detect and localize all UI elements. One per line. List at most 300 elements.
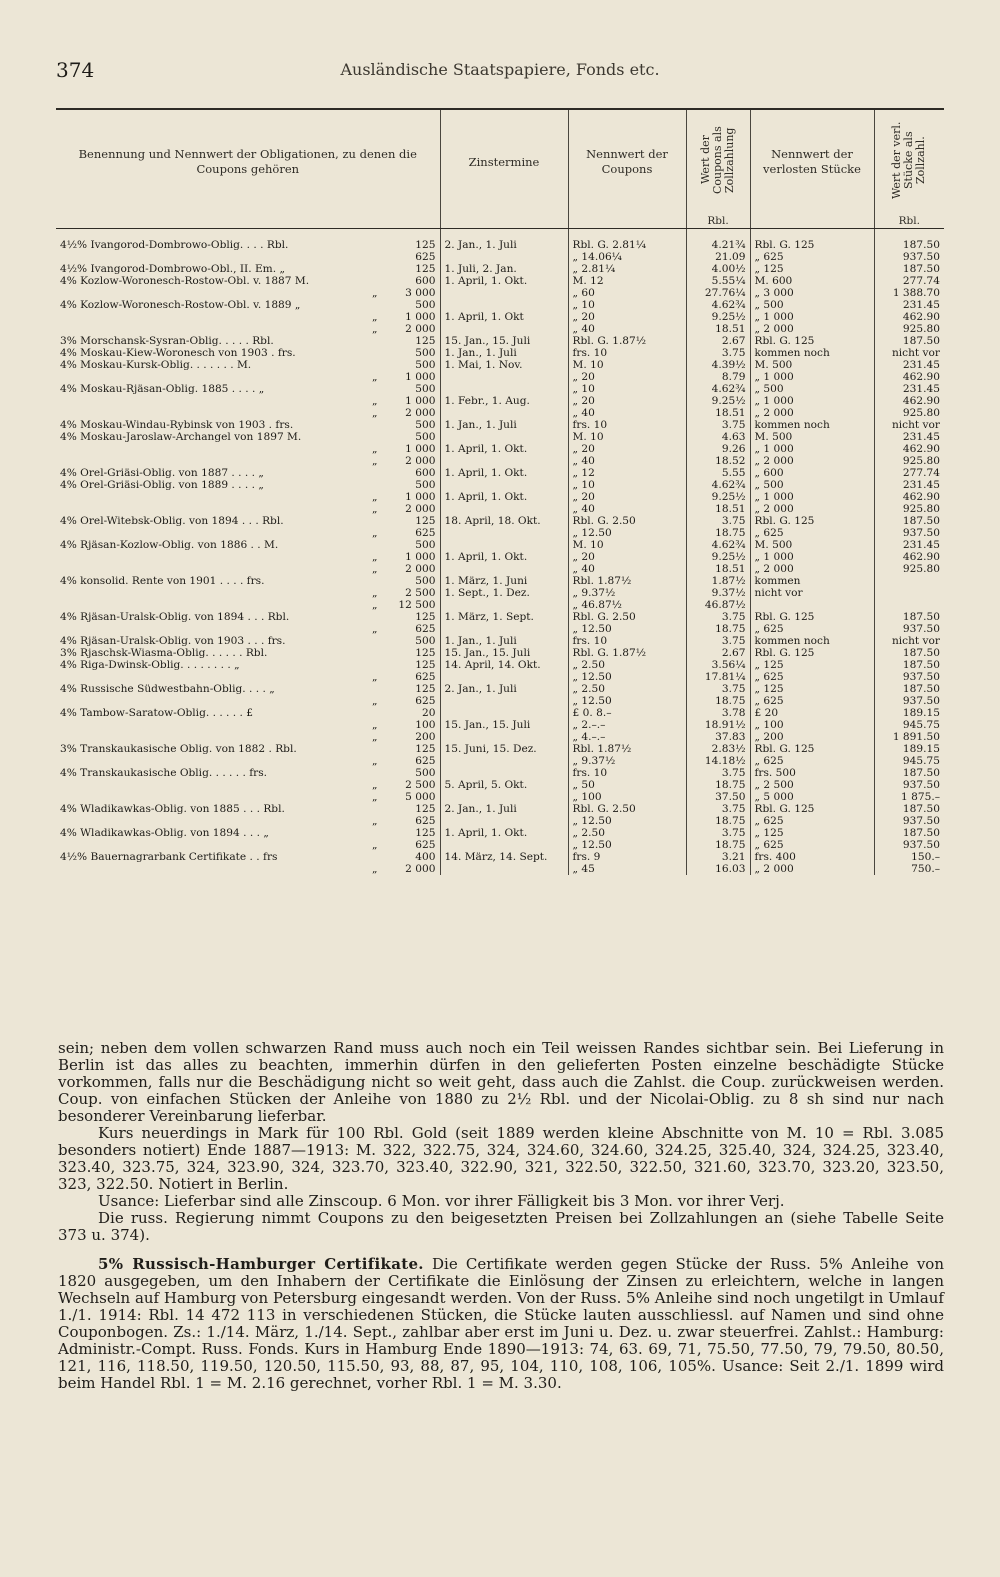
bond-name: „ xyxy=(372,527,378,539)
bond-cell xyxy=(56,515,440,527)
bond-cell xyxy=(56,659,440,671)
bond-name: „ xyxy=(372,323,378,335)
bond-cell xyxy=(56,419,440,431)
table-row xyxy=(56,719,944,731)
bond-nominal: 125 xyxy=(415,659,436,671)
bond-name: „ xyxy=(372,371,378,383)
interest-dates-cell xyxy=(440,503,568,515)
bond-cell xyxy=(56,479,440,491)
interest-dates-cell xyxy=(440,407,568,419)
bond-cell xyxy=(56,251,440,263)
drawn-nominal-cell: „ 625 xyxy=(750,695,874,707)
drawn-nominal-cell: „ 600 xyxy=(750,467,874,479)
bond-cell xyxy=(56,383,440,395)
drawn-value-cell xyxy=(874,575,944,587)
coupon-nominal-cell: „ 20 xyxy=(568,371,686,383)
drawn-value-cell: nicht vor xyxy=(874,347,944,359)
interest-dates-cell: 1. Jan., 1. Juli xyxy=(440,347,568,359)
drawn-value-cell: nicht vor xyxy=(874,419,944,431)
bond-name: 4% Tambow-Saratow-Oblig. . . . . . £ xyxy=(60,707,253,719)
drawn-value-cell: 231.45 xyxy=(874,539,944,551)
coupon-value-cell: 2.83½ xyxy=(686,743,750,755)
interest-dates-cell xyxy=(440,767,568,779)
interest-dates-cell: 15. Jan., 15. Juli xyxy=(440,647,568,659)
coupon-value-cell: 4.62¾ xyxy=(686,539,750,551)
drawn-nominal-cell: „ 625 xyxy=(750,623,874,635)
bond-cell xyxy=(56,827,440,839)
coupon-value-cell: 4.39½ xyxy=(686,359,750,371)
drawn-value-cell: 925.80 xyxy=(874,455,944,467)
drawn-value-cell: nicht vor xyxy=(874,635,944,647)
bond-cell xyxy=(56,467,440,479)
bond-cell xyxy=(56,455,440,467)
bond-cell xyxy=(56,551,440,563)
coupon-value-cell: 37.50 xyxy=(686,791,750,803)
coupon-value-cell: 3.56¼ xyxy=(686,659,750,671)
bond-nominal: 2 500 xyxy=(405,779,436,791)
bond-name: „ xyxy=(372,503,378,515)
coupon-value-cell: 18.51 xyxy=(686,563,750,575)
drawn-value-cell: 1 388.70 xyxy=(874,287,944,299)
bond-cell xyxy=(56,587,440,599)
bond-name: 4% Riga-Dwinsk-Oblig. . . . . . . . „ xyxy=(60,659,240,671)
unit-cell xyxy=(56,214,440,229)
col-header-nennwert-verlost: Nennwert der verlosten Stücke xyxy=(750,109,874,214)
drawn-value-cell: 925.80 xyxy=(874,323,944,335)
table-row xyxy=(56,659,944,671)
drawn-value-cell: 945.75 xyxy=(874,755,944,767)
coupon-nominal-cell: M. 10 xyxy=(568,539,686,551)
drawn-value-cell: 187.50 xyxy=(874,647,944,659)
bond-name: „ xyxy=(372,443,378,455)
bond-cell xyxy=(56,359,440,371)
coupon-value-cell: 9.26 xyxy=(686,443,750,455)
bond-nominal: 1 000 xyxy=(405,311,436,323)
bond-cell xyxy=(56,815,440,827)
coupon-value-cell: 9.25½ xyxy=(686,395,750,407)
coupon-nominal-cell: frs. 10 xyxy=(568,419,686,431)
coupon-nominal-cell: frs. 10 xyxy=(568,347,686,359)
paragraph: Die russ. Regierung nimmt Coupons zu den beigesetzten Preisen bei Zollzahlungen an (siehe Tabelle Seite 373 u. 374). xyxy=(58,1209,944,1244)
bond-nominal: 625 xyxy=(415,839,436,851)
interest-dates-cell xyxy=(440,287,568,299)
drawn-nominal-cell: kommen noch xyxy=(750,635,874,647)
bond-cell xyxy=(56,299,440,311)
bond-nominal: 2 000 xyxy=(405,455,436,467)
bond-cell xyxy=(56,323,440,335)
coupon-value-cell: 16.03 xyxy=(686,863,750,875)
coupon-nominal-cell: „ 12.50 xyxy=(568,839,686,851)
table-row xyxy=(56,359,944,371)
coupon-value-cell: 2.67 xyxy=(686,335,750,347)
bond-cell xyxy=(56,407,440,419)
bond-nominal: 125 xyxy=(415,683,436,695)
table-row xyxy=(56,839,944,851)
drawn-value-cell: 231.45 xyxy=(874,299,944,311)
interest-dates-cell: 1. April, 1. Okt. xyxy=(440,491,568,503)
drawn-value-cell: 231.45 xyxy=(874,383,944,395)
drawn-value-cell: 187.50 xyxy=(874,611,944,623)
bond-nominal: 125 xyxy=(415,263,436,275)
coupon-value-cell: 17.81¼ xyxy=(686,671,750,683)
drawn-value-cell: 937.50 xyxy=(874,251,944,263)
interest-dates-cell: 1. April, 1. Okt. xyxy=(440,827,568,839)
drawn-nominal-cell: Rbl. G. 125 xyxy=(750,335,874,347)
drawn-value-cell: 189.15 xyxy=(874,707,944,719)
table-row xyxy=(56,407,944,419)
coupon-nominal-cell: „ 10 xyxy=(568,383,686,395)
bond-nominal: 625 xyxy=(415,527,436,539)
interest-dates-cell xyxy=(440,755,568,767)
drawn-nominal-cell: „ 1 000 xyxy=(750,443,874,455)
interest-dates-cell xyxy=(440,791,568,803)
interest-dates-cell xyxy=(440,863,568,875)
drawn-value-cell: 937.50 xyxy=(874,779,944,791)
bond-nominal: 125 xyxy=(415,647,436,659)
drawn-value-cell: 925.80 xyxy=(874,407,944,419)
drawn-value-cell: 945.75 xyxy=(874,719,944,731)
drawn-value-cell: 462.90 xyxy=(874,491,944,503)
bond-cell xyxy=(56,707,440,719)
drawn-value-cell: 937.50 xyxy=(874,839,944,851)
section-text: Die Certifikate werden gegen Stücke der Russ. 5% Anleihe von 1820 ausgegeben, um den Inhabern der Certifikate die Einlösung der Zinsen zu erleichtern, welche in langen Wechseln auf Hamburg von Petersburg eingesandt werden. Von der Russ. 5% Anleihe sind noch ungetilgt in Umlauf 1./1. 1914: Rbl. 14 472 113 in verschiedenen Stücken, die Stücke lauten ausschliessl. auf Namen und sind ohne Couponbogen. Zs.: 1./14. März, 1./14. Sept., zahlbar aber erst im Juni u. Dez. u. zwar steuerfrei. Zahlst.: Hamburg: Administr.-Compt. Russ. Fonds. Kurs in Hamburg Ende 1890—1913: 74, 63. 69, 71, 75.50, 77.50, 79, 79.50, 80.50, 121, 116, 118.50, 119.50, 120.50, 115.50, 93, 88, 87, 95, 104, 110, 108, 106, 105%. Usance: Seit 2./1. 1899 wird beim Handel Rbl. 1 = M. 2.16 gerechnet, vorher Rbl. 1 = M. 3.30. xyxy=(58,1255,944,1392)
unit-cell-rbl: Rbl. xyxy=(874,214,944,229)
bond-nominal: 100 xyxy=(415,719,436,731)
bond-nominal: 2 000 xyxy=(405,863,436,875)
bond-name: 4½% Ivangorod-Dombrowo-Obl., II. Em. „ xyxy=(60,263,285,275)
drawn-value-cell: 462.90 xyxy=(874,371,944,383)
bond-cell xyxy=(56,503,440,515)
drawn-nominal-cell: „ 625 xyxy=(750,815,874,827)
interest-dates-cell xyxy=(440,455,568,467)
drawn-value-cell: 187.50 xyxy=(874,335,944,347)
coupon-nominal-cell: „ 14.06¼ xyxy=(568,251,686,263)
table-row xyxy=(56,587,944,599)
coupon-value-cell: 18.75 xyxy=(686,779,750,791)
bond-nominal: 2 000 xyxy=(405,323,436,335)
bond-cell xyxy=(56,755,440,767)
drawn-value-cell: 462.90 xyxy=(874,443,944,455)
drawn-value-cell: 187.50 xyxy=(874,767,944,779)
bond-nominal: 625 xyxy=(415,755,436,767)
bond-name: „ xyxy=(372,623,378,635)
coupon-nominal-cell: „ 40 xyxy=(568,455,686,467)
col-header-wert-verlost: Wert der verl. Stücke als Zollzahl. xyxy=(874,109,944,214)
bond-nominal: 2 000 xyxy=(405,503,436,515)
bond-name: „ xyxy=(372,839,378,851)
bond-cell xyxy=(56,527,440,539)
bond-name: 3% Morschansk-Sysran-Oblig. . . . . Rbl. xyxy=(60,335,274,347)
drawn-nominal-cell: „ 100 xyxy=(750,719,874,731)
coupon-value-cell: 4.21¾ xyxy=(686,239,750,251)
bond-name: „ xyxy=(372,563,378,575)
drawn-nominal-cell: „ 500 xyxy=(750,383,874,395)
bond-name: 4½% Ivangorod-Dombrowo-Oblig. . . . Rbl. xyxy=(60,239,289,251)
table-row xyxy=(56,743,944,755)
coupon-value-cell: 4.62¾ xyxy=(686,299,750,311)
drawn-nominal-cell: „ 500 xyxy=(750,479,874,491)
interest-dates-cell xyxy=(440,623,568,635)
table-row xyxy=(56,731,944,743)
coupon-nominal-cell: Rbl. G. 2.81¼ xyxy=(568,239,686,251)
bond-nominal: 600 xyxy=(415,275,436,287)
bond-nominal: 125 xyxy=(415,335,436,347)
bond-nominal: 400 xyxy=(415,851,436,863)
bond-cell xyxy=(56,623,440,635)
coupon-value-cell: 18.91½ xyxy=(686,719,750,731)
bond-nominal: 500 xyxy=(415,479,436,491)
drawn-value-cell: 187.50 xyxy=(874,239,944,251)
bond-name: „ xyxy=(372,395,378,407)
coupon-nominal-cell: Rbl. G. 2.50 xyxy=(568,803,686,815)
coupon-value-cell: 3.75 xyxy=(686,419,750,431)
interest-dates-cell xyxy=(440,539,568,551)
bond-nominal: 125 xyxy=(415,743,436,755)
bond-name: „ xyxy=(372,491,378,503)
drawn-nominal-cell: kommen xyxy=(750,575,874,587)
bond-name: 4% Moskau-Kiew-Woronesch von 1903 . frs. xyxy=(60,347,296,359)
interest-dates-cell: 1. April, 1. Okt. xyxy=(440,275,568,287)
table-row xyxy=(56,539,944,551)
section-title: 5% Russisch-Hamburger Certifikate. xyxy=(98,1255,424,1273)
table-row xyxy=(56,803,944,815)
unit-cell xyxy=(440,214,568,229)
interest-dates-cell: 1. April, 1. Okt. xyxy=(440,443,568,455)
coupon-nominal-cell: „ 40 xyxy=(568,407,686,419)
table-row xyxy=(56,311,944,323)
coupon-value-cell: 18.52 xyxy=(686,455,750,467)
coupon-value-cell: 18.75 xyxy=(686,815,750,827)
section-paragraph xyxy=(58,1256,944,1392)
bond-cell xyxy=(56,539,440,551)
table-row xyxy=(56,563,944,575)
body-text xyxy=(58,1040,944,1392)
coupon-value-cell: 9.25½ xyxy=(686,491,750,503)
bond-nominal: 625 xyxy=(415,815,436,827)
bond-nominal: 625 xyxy=(415,251,436,263)
interest-dates-cell xyxy=(440,671,568,683)
drawn-nominal-cell xyxy=(750,599,874,611)
drawn-value-cell: 187.50 xyxy=(874,683,944,695)
bond-nominal: 600 xyxy=(415,467,436,479)
table-row xyxy=(56,479,944,491)
interest-dates-cell xyxy=(440,299,568,311)
bond-nominal: 500 xyxy=(415,383,436,395)
table-row xyxy=(56,323,944,335)
bond-cell xyxy=(56,287,440,299)
coupon-value-cell: 1.87½ xyxy=(686,575,750,587)
coupon-value-cell: 5.55 xyxy=(686,467,750,479)
bond-cell xyxy=(56,395,440,407)
interest-dates-cell: 14. März, 14. Sept. xyxy=(440,851,568,863)
table-row xyxy=(56,791,944,803)
coupon-value-cell: 4.00½ xyxy=(686,263,750,275)
drawn-value-cell: 277.74 xyxy=(874,467,944,479)
drawn-nominal-cell: „ 1 000 xyxy=(750,395,874,407)
bond-name: 4% Kozlow-Woronesch-Rostow-Obl. v. 1887 M. xyxy=(60,275,310,287)
coupon-value-cell: 27.76¼ xyxy=(686,287,750,299)
unit-cell-rbl: Rbl. xyxy=(686,214,750,229)
bond-name: „ xyxy=(372,455,378,467)
coupon-nominal-cell: M. 12 xyxy=(568,275,686,287)
bond-cell xyxy=(56,347,440,359)
coupon-value-cell: 37.83 xyxy=(686,731,750,743)
bond-name: 4% Moskau-Kursk-Oblig. . . . . . . M. xyxy=(60,359,252,371)
bond-name: „ xyxy=(372,587,378,599)
interest-dates-cell xyxy=(440,563,568,575)
bond-nominal: 500 xyxy=(415,347,436,359)
drawn-value-cell xyxy=(874,599,944,611)
table-row xyxy=(56,335,944,347)
coupon-nominal-cell: „ 12 xyxy=(568,467,686,479)
coupon-nominal-cell: „ 20 xyxy=(568,395,686,407)
table-row xyxy=(56,395,944,407)
bond-cell xyxy=(56,863,440,875)
coupon-nominal-cell: „ 12.50 xyxy=(568,527,686,539)
table-row xyxy=(56,707,944,719)
bond-cell xyxy=(56,683,440,695)
bond-nominal: 1 000 xyxy=(405,395,436,407)
coupon-value-cell: 18.51 xyxy=(686,407,750,419)
drawn-value-cell: 925.80 xyxy=(874,563,944,575)
interest-dates-cell xyxy=(440,707,568,719)
col-header-nennwert-coupons: Nennwert der Coupons xyxy=(568,109,686,214)
table-row xyxy=(56,575,944,587)
bond-nominal: 500 xyxy=(415,635,436,647)
table-row xyxy=(56,647,944,659)
table-row xyxy=(56,611,944,623)
bond-nominal: 1 000 xyxy=(405,371,436,383)
drawn-nominal-cell: M. 600 xyxy=(750,275,874,287)
coupon-value-cell: 18.75 xyxy=(686,527,750,539)
table-row xyxy=(56,491,944,503)
coupon-nominal-cell: „ 20 xyxy=(568,491,686,503)
coupon-nominal-cell: M. 10 xyxy=(568,359,686,371)
drawn-value-cell: 189.15 xyxy=(874,743,944,755)
drawn-value-cell: 937.50 xyxy=(874,695,944,707)
table-row xyxy=(56,383,944,395)
drawn-value-cell: 750.– xyxy=(874,863,944,875)
drawn-nominal-cell: „ 2 000 xyxy=(750,323,874,335)
table-row xyxy=(56,671,944,683)
bond-nominal: 500 xyxy=(415,359,436,371)
interest-dates-cell xyxy=(440,599,568,611)
table-row xyxy=(56,755,944,767)
drawn-value-cell: 187.50 xyxy=(874,659,944,671)
drawn-value-cell: 231.45 xyxy=(874,431,944,443)
drawn-nominal-cell: kommen noch xyxy=(750,347,874,359)
drawn-nominal-cell: M. 500 xyxy=(750,539,874,551)
drawn-nominal-cell: kommen noch xyxy=(750,419,874,431)
interest-dates-cell: 1. April, 1. Okt. xyxy=(440,467,568,479)
interest-dates-cell: 1. Sept., 1. Dez. xyxy=(440,587,568,599)
bond-name: 4½% Bauernagrarbank Certifikate . . frs xyxy=(60,851,278,863)
bond-cell xyxy=(56,695,440,707)
coupon-nominal-cell: „ 2.–.– xyxy=(568,719,686,731)
bond-cell xyxy=(56,719,440,731)
coupon-nominal-cell: „ 46.87½ xyxy=(568,599,686,611)
interest-dates-cell: 1. März, 1. Juni xyxy=(440,575,568,587)
bond-cell xyxy=(56,371,440,383)
coupon-table xyxy=(56,108,944,875)
bond-name: 4% Rjäsan-Kozlow-Oblig. von 1886 . . M. xyxy=(60,539,279,551)
interest-dates-cell: 15. Juni, 15. Dez. xyxy=(440,743,568,755)
drawn-value-cell: 187.50 xyxy=(874,827,944,839)
drawn-value-cell: 937.50 xyxy=(874,527,944,539)
bond-cell xyxy=(56,575,440,587)
table-row xyxy=(56,419,944,431)
bond-nominal: 125 xyxy=(415,239,436,251)
bond-cell xyxy=(56,851,440,863)
drawn-nominal-cell: Rbl. G. 125 xyxy=(750,647,874,659)
interest-dates-cell: 1. April, 1. Okt xyxy=(440,311,568,323)
coupon-value-cell: 3.78 xyxy=(686,707,750,719)
interest-dates-cell: 2. Jan., 1. Juli xyxy=(440,683,568,695)
interest-dates-cell: 14. April, 14. Okt. xyxy=(440,659,568,671)
interest-dates-cell: 5. April, 5. Okt. xyxy=(440,779,568,791)
bond-name: „ xyxy=(372,407,378,419)
coupon-value-cell: 3.75 xyxy=(686,611,750,623)
page-number: 374 xyxy=(56,58,95,82)
bond-nominal: 500 xyxy=(415,419,436,431)
interest-dates-cell xyxy=(440,431,568,443)
coupon-nominal-cell: „ 50 xyxy=(568,779,686,791)
coupon-value-cell: 4.62¾ xyxy=(686,479,750,491)
bond-name: „ xyxy=(372,671,378,683)
bond-name: 4% Orel-Witebsk-Oblig. von 1894 . . . Rbl. xyxy=(60,515,284,527)
interest-dates-cell: 1. April, 1. Okt. xyxy=(440,551,568,563)
bond-cell xyxy=(56,599,440,611)
bond-name: 4% Kozlow-Woronesch-Rostow-Obl. v. 1889 „ xyxy=(60,299,301,311)
bond-cell xyxy=(56,791,440,803)
col-header-zinstermine: Zinstermine xyxy=(440,109,568,214)
interest-dates-cell xyxy=(440,251,568,263)
coupon-value-cell: 3.75 xyxy=(686,827,750,839)
drawn-nominal-cell: Rbl. G. 125 xyxy=(750,239,874,251)
table-row xyxy=(56,251,944,263)
bond-cell xyxy=(56,671,440,683)
coupon-nominal-cell: Rbl. G. 1.87½ xyxy=(568,335,686,347)
bond-name: „ xyxy=(372,695,378,707)
table-row xyxy=(56,455,944,467)
table-row xyxy=(56,431,944,443)
bond-name: „ xyxy=(372,599,378,611)
drawn-nominal-cell: „ 1 000 xyxy=(750,371,874,383)
coupon-value-cell: 9.25½ xyxy=(686,311,750,323)
drawn-value-cell: 150.– xyxy=(874,851,944,863)
coupon-nominal-cell: „ 20 xyxy=(568,551,686,563)
coupon-nominal-cell: „ 60 xyxy=(568,287,686,299)
coupon-nominal-cell: Rbl. G. 2.50 xyxy=(568,515,686,527)
bond-nominal: 500 xyxy=(415,575,436,587)
coupon-nominal-cell: „ 2.81¼ xyxy=(568,263,686,275)
coupon-nominal-cell: „ 12.50 xyxy=(568,815,686,827)
bond-name: 4% Rjäsan-Uralsk-Oblig. von 1903 . . . frs. xyxy=(60,635,286,647)
table-row xyxy=(56,815,944,827)
drawn-nominal-cell: Rbl. G. 125 xyxy=(750,515,874,527)
bond-name: „ xyxy=(372,815,378,827)
drawn-value-cell: 462.90 xyxy=(874,311,944,323)
table-row xyxy=(56,623,944,635)
coupon-value-cell: 3.75 xyxy=(686,347,750,359)
coupon-value-cell: 18.51 xyxy=(686,323,750,335)
interest-dates-cell: 1. Jan., 1. Juli xyxy=(440,419,568,431)
drawn-nominal-cell: „ 125 xyxy=(750,683,874,695)
coupon-value-cell: 18.75 xyxy=(686,839,750,851)
coupon-nominal-cell: „ 12.50 xyxy=(568,695,686,707)
bond-nominal: 125 xyxy=(415,515,436,527)
drawn-value-cell: 1 875.– xyxy=(874,791,944,803)
